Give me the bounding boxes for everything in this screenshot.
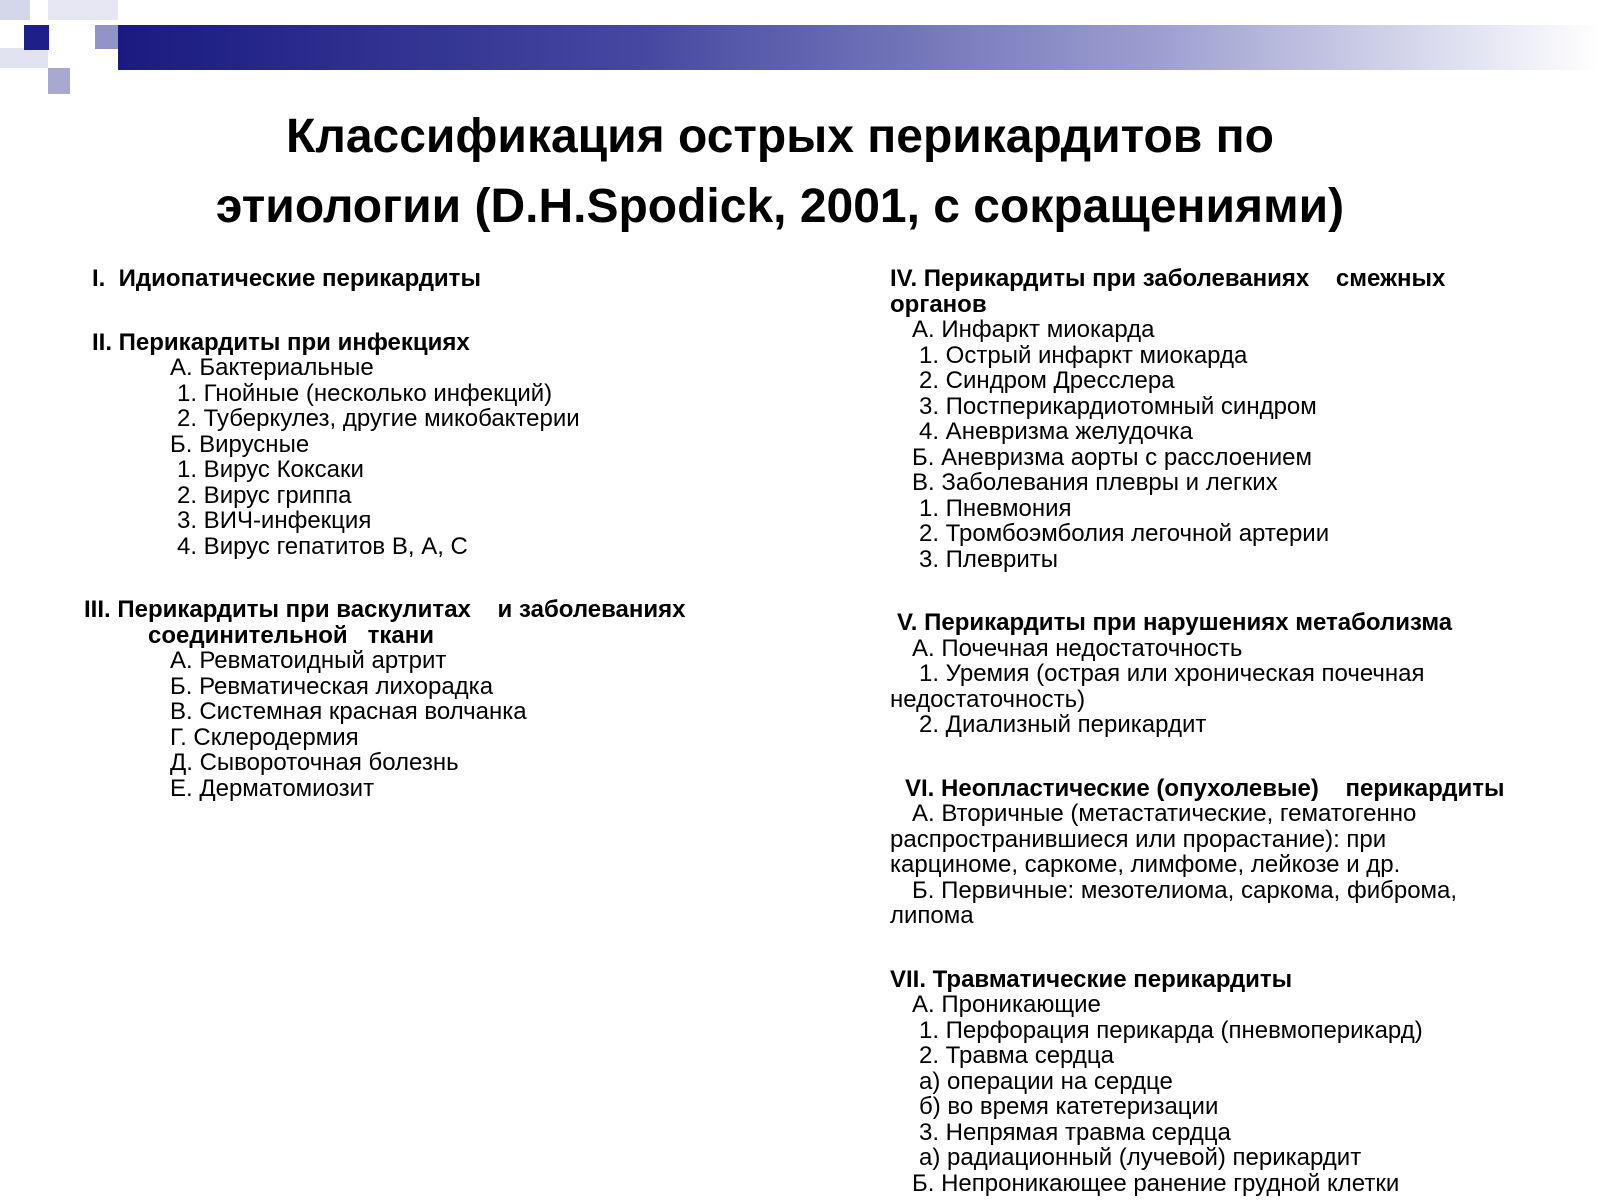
list-item: 1. Гнойные (несколько инфекций): [177, 379, 553, 407]
list-item: В. Системная красная волчанка: [170, 698, 527, 725]
decor-square: [48, 0, 118, 20]
decor-square: [24, 25, 49, 50]
section-heading: I. Идиопатические перикардиты: [92, 265, 481, 292]
section-heading: II. Перикардиты при инфекциях: [92, 328, 470, 356]
list-item: Е. Дерматомиозит: [170, 774, 375, 802]
list-item: 2. Вирус гриппа: [177, 481, 352, 509]
list-item: 1. Перфорация перикарда (пневмоперикард): [919, 1016, 1423, 1044]
section-heading: VI. Неопластические (опухолевые) перикардиты: [905, 774, 1505, 802]
list-item: 2. Диализный перикардит: [919, 711, 1207, 738]
list-item: 1. Уремия (острая или хроническая почечная: [919, 660, 1425, 687]
list-item: А. Бактериальные: [170, 354, 374, 381]
title-line: Классификация острых перикардитов по: [286, 110, 1274, 163]
list-item: А. Инфаркт миокарда: [912, 316, 1155, 343]
right-column: [890, 266, 1590, 1196]
section-heading: VII. Травматические перикардиты: [890, 965, 1293, 993]
decor-square: [0, 48, 48, 68]
list-item: недостаточность): [890, 685, 1086, 713]
list-item: Б. Вирусные: [170, 430, 310, 458]
list-item: 4. Вирус гепатитов В, А, С: [177, 532, 468, 560]
list-item: распространившиеся или прорастание): при: [890, 825, 1387, 853]
list-item: Д. Сывороточная болезнь: [170, 749, 459, 776]
spacer: [890, 929, 1590, 967]
list-item: Б. Ревматическая лихорадка: [170, 672, 494, 700]
header-gradient-bar: [118, 25, 1600, 70]
list-item: 4. Аневризма желудочка: [919, 418, 1193, 445]
list-item: 2. Тромбоэмболия легочной артерии: [919, 520, 1330, 547]
list-item: 2. Туберкулез, другие микобактерии: [177, 405, 580, 432]
list-item: 2. Синдром Дресслера: [919, 367, 1175, 394]
spacer: [890, 738, 1590, 776]
title-line: этиологии (D.H.Spodick, 2001, с сокращениями): [215, 180, 1345, 233]
list-item: А. Вторичные (метастатические, гематогенно: [912, 800, 1417, 827]
list-item: б) во время катетеризации: [919, 1093, 1219, 1120]
list-item: В. Заболевания плевры и легких: [912, 469, 1278, 496]
list-item: 2. Травма сердца: [919, 1042, 1114, 1069]
section-heading: III. Перикардиты при васкулитах и заболеваниях: [84, 596, 686, 623]
list-item: а) радиационный (лучевой) перикардит: [919, 1144, 1362, 1171]
list-item: А. Ревматоидный артрит: [170, 647, 447, 674]
list-item: 3. Непрямая травма сердца: [919, 1118, 1231, 1146]
list-item: 1. Вирус Коксаки: [177, 456, 364, 483]
list-item: а) операции на сердце: [919, 1067, 1173, 1095]
list-item: Г. Склеродермия: [170, 723, 359, 751]
decor-square: [0, 0, 30, 20]
list-item: липома: [890, 902, 974, 929]
list-item: 1. Острый инфаркт миокарда: [919, 341, 1248, 369]
list-item: 3. Плевриты: [919, 545, 1059, 573]
list-item: карциноме, саркоме, лимфоме, лейкозе и др.: [890, 851, 1401, 878]
slide-title: [0, 102, 1560, 242]
section-heading: соединительной ткани: [148, 621, 434, 649]
spacer: [84, 559, 784, 597]
list-item: 1. Пневмония: [919, 494, 1072, 522]
section-heading: органов: [890, 290, 987, 318]
list-item: Б. Аневризма аорты с расслоением: [912, 443, 1312, 471]
left-column: [84, 266, 784, 801]
list-item: 3. ВИЧ-инфекция: [177, 507, 372, 534]
list-item: А. Почечная недостаточность: [912, 634, 1243, 662]
list-item: Б. Первичные: мезотелиома, саркома, фиброма,: [912, 876, 1458, 904]
decor-square: [48, 68, 70, 94]
section-heading: IV. Перикардиты при заболеваниях смежных: [890, 265, 1446, 292]
section-heading: V. Перикардиты при нарушениях метаболизма: [897, 609, 1453, 636]
list-item: Б. Непроникающее ранение грудной клетки: [912, 1169, 1400, 1197]
list-item: А. Проникающие: [912, 991, 1101, 1018]
list-item: 3. Постперикардиотомный синдром: [919, 392, 1317, 420]
spacer: [84, 292, 784, 330]
spacer: [890, 572, 1590, 610]
